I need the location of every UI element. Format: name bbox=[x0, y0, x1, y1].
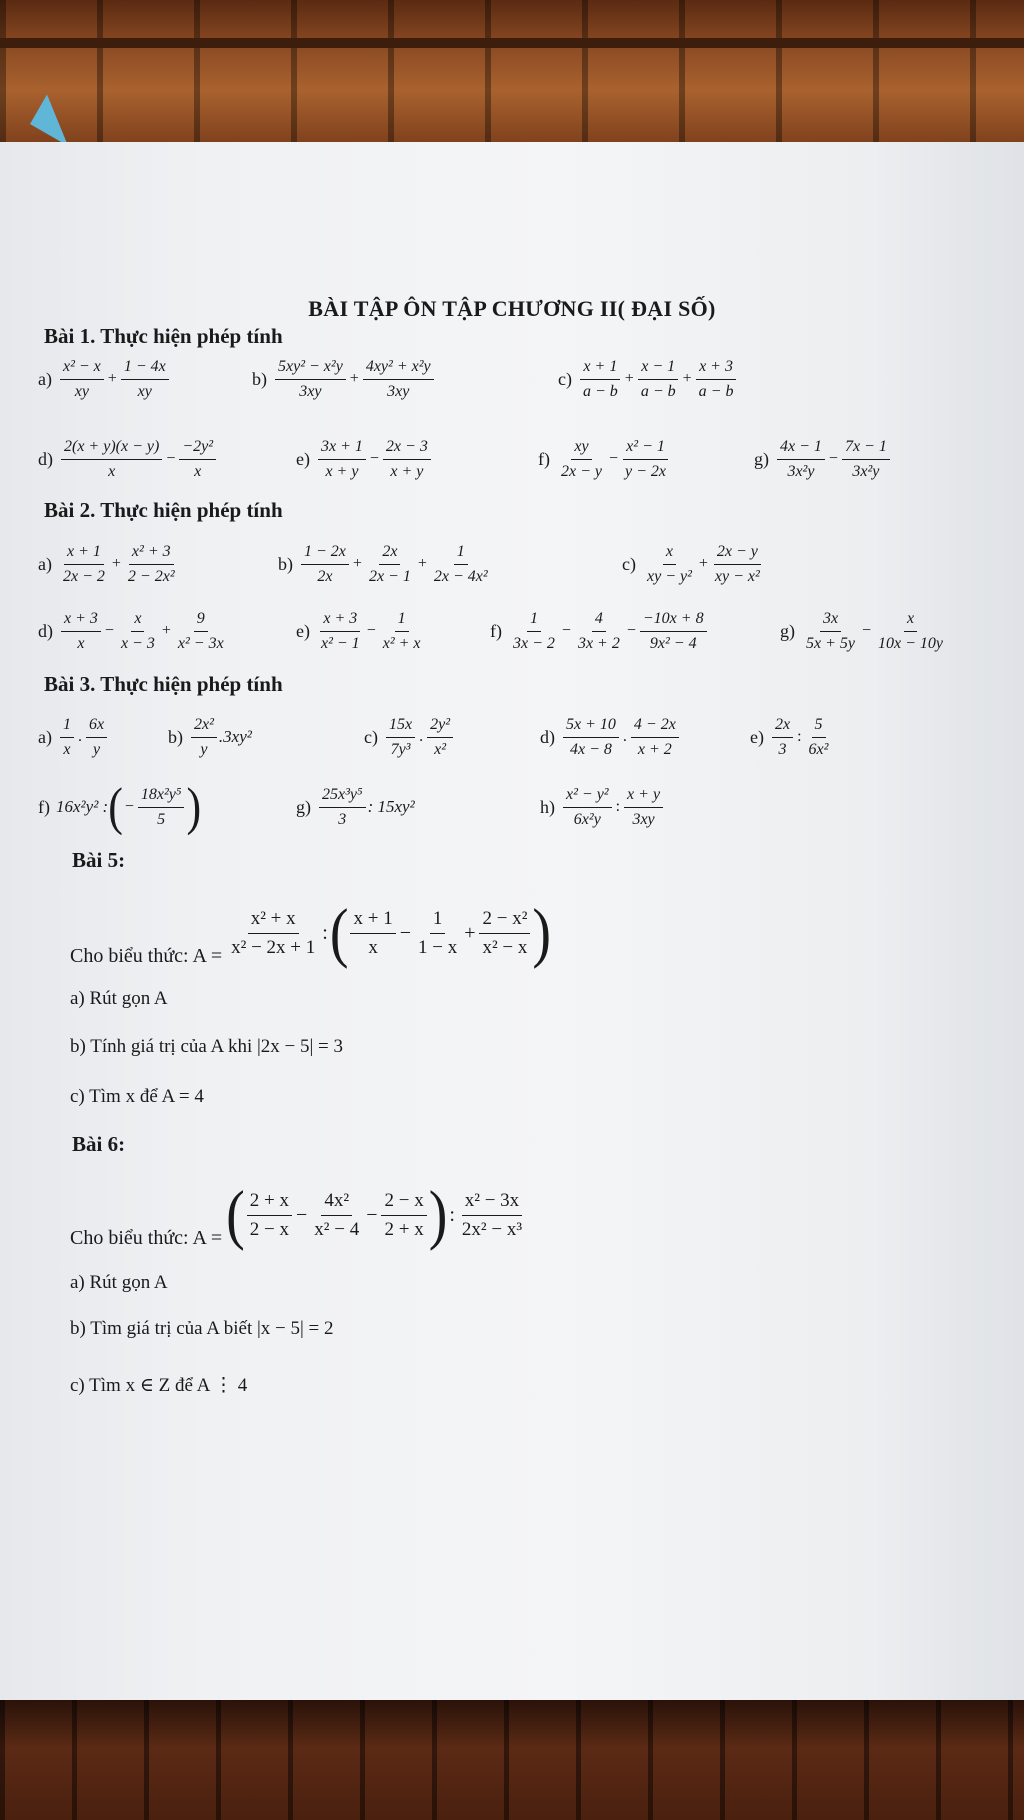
operator: + bbox=[698, 555, 708, 572]
fraction bbox=[638, 357, 679, 402]
label: f) bbox=[538, 448, 550, 469]
operator: − bbox=[296, 1203, 308, 1226]
operator: − bbox=[366, 1203, 378, 1226]
operator: − bbox=[369, 450, 379, 467]
operator: − bbox=[366, 622, 376, 639]
label: g) bbox=[296, 796, 311, 817]
bai5-part-b: b) Tính giá trị của A khi |2x − 5| = 3 bbox=[70, 1036, 344, 1057]
numerator: x + 1 bbox=[64, 542, 104, 565]
denominator: 2x − 1 bbox=[368, 567, 411, 585]
denominator: 6x²y bbox=[573, 810, 601, 828]
bai6-heading: Bài 6: bbox=[72, 1132, 126, 1156]
denominator: 10x − 10y bbox=[878, 634, 944, 652]
fraction bbox=[86, 715, 107, 760]
bai6-part-c: c) Tìm x ∈ Z để A ⋮ 4 bbox=[70, 1375, 248, 1396]
numerator: 5xy² − x²y bbox=[275, 357, 346, 380]
denominator: 2x − 4x² bbox=[433, 567, 488, 585]
denominator: x + y bbox=[325, 462, 359, 480]
numerator: x − 1 bbox=[638, 357, 678, 380]
numerator: 7x − 1 bbox=[842, 437, 890, 460]
fraction bbox=[624, 785, 663, 830]
label: g) bbox=[780, 620, 795, 641]
numerator: 4x − 1 bbox=[777, 437, 825, 460]
fraction bbox=[803, 609, 858, 654]
denominator: 3xy bbox=[632, 810, 655, 828]
bai1-d bbox=[38, 428, 218, 490]
bai3-a bbox=[38, 706, 109, 768]
numerator: 4 bbox=[592, 609, 606, 632]
bai5-expression bbox=[70, 892, 551, 974]
fraction bbox=[318, 437, 366, 482]
bai2-d bbox=[38, 600, 229, 662]
left-paren: ( bbox=[329, 895, 349, 971]
product-term: : 15xy² bbox=[367, 797, 415, 816]
operator: − bbox=[561, 622, 571, 639]
right-paren: ) bbox=[532, 895, 552, 971]
denominator: 4x − 8 bbox=[570, 740, 612, 758]
numerator: 1 bbox=[60, 715, 74, 738]
fraction bbox=[179, 437, 216, 482]
denominator: x bbox=[194, 462, 202, 480]
operator: + bbox=[682, 370, 692, 387]
bai5-part-c: c) Tìm x để A = 4 bbox=[70, 1086, 204, 1107]
denominator: 3xy bbox=[299, 382, 322, 400]
fraction bbox=[459, 1189, 525, 1242]
fraction bbox=[175, 609, 227, 654]
fraction bbox=[696, 357, 737, 402]
fraction bbox=[381, 1189, 426, 1242]
numerator: 2x bbox=[379, 542, 400, 565]
numerator: 2(x + y)(x − y) bbox=[61, 437, 162, 460]
operator: − bbox=[124, 798, 134, 815]
fraction bbox=[363, 357, 434, 402]
numerator: 1 bbox=[454, 542, 468, 565]
bai5-part-a: a) Rút gọn A bbox=[70, 988, 168, 1009]
label: c) bbox=[364, 726, 378, 747]
label: d) bbox=[38, 620, 53, 641]
denominator: 2x − y bbox=[561, 462, 602, 480]
fraction bbox=[772, 715, 793, 760]
fraction bbox=[479, 907, 530, 960]
fraction bbox=[118, 609, 158, 654]
fraction bbox=[558, 437, 605, 482]
bai6-expression bbox=[70, 1174, 527, 1256]
denominator: 5x + 5y bbox=[806, 634, 855, 652]
numerator: 5x + 10 bbox=[563, 715, 619, 738]
bai2-heading: Bài 2. Thực hiện phép tính bbox=[44, 498, 283, 522]
label: c) bbox=[558, 368, 572, 389]
right-paren: ) bbox=[186, 777, 202, 836]
denominator: x² − 3x bbox=[177, 634, 224, 652]
numerator: −2y² bbox=[179, 437, 216, 460]
fraction bbox=[380, 609, 424, 654]
fraction bbox=[777, 437, 825, 482]
operator: : bbox=[615, 798, 621, 815]
operator: . bbox=[622, 728, 627, 745]
denominator: x² − 2x + 1 bbox=[231, 936, 316, 958]
numerator: 1 bbox=[395, 609, 409, 632]
label: b) bbox=[252, 368, 267, 389]
label: b) bbox=[278, 553, 293, 574]
denominator: x − 3 bbox=[120, 634, 155, 652]
denominator: 2 + x bbox=[384, 1218, 424, 1240]
denominator: x + 2 bbox=[637, 740, 672, 758]
bai1-b bbox=[252, 348, 436, 410]
label: e) bbox=[296, 448, 310, 469]
bai2-c bbox=[622, 533, 765, 595]
fraction bbox=[228, 907, 318, 960]
numerator: 2x − 3 bbox=[383, 437, 431, 460]
fraction bbox=[644, 542, 695, 587]
numerator: x + 3 bbox=[61, 609, 101, 632]
fraction bbox=[60, 357, 104, 402]
denominator: x² − 4 bbox=[314, 1218, 360, 1240]
label: c) bbox=[622, 553, 636, 574]
operator: − bbox=[609, 450, 619, 467]
operator: − bbox=[862, 622, 872, 639]
numerator: 2 − x² bbox=[479, 907, 530, 934]
bai6-part-a: a) Rút gọn A bbox=[70, 1272, 168, 1293]
denominator: 2x bbox=[317, 567, 333, 585]
numerator: x bbox=[663, 542, 676, 565]
fraction bbox=[350, 907, 395, 960]
numerator: 5 bbox=[812, 715, 826, 738]
bai3-row1 bbox=[38, 706, 1018, 768]
operator: : bbox=[449, 1203, 455, 1226]
denominator: 9x² − 4 bbox=[649, 634, 697, 652]
numerator: x + 1 bbox=[580, 357, 620, 380]
right-paren: ) bbox=[428, 1177, 448, 1253]
page-title: BÀI TẬP ÔN TẬP CHƯƠNG II( ĐẠI SỐ) bbox=[308, 296, 716, 321]
denominator: 3xy bbox=[387, 382, 410, 400]
bai1-row2 bbox=[38, 428, 1018, 490]
fraction bbox=[842, 437, 890, 482]
label: a) bbox=[38, 726, 52, 747]
numerator: 4x² bbox=[321, 1189, 352, 1216]
denominator: xy − x² bbox=[714, 567, 760, 585]
numerator: 2x² bbox=[191, 715, 217, 738]
denominator: y bbox=[92, 740, 101, 758]
denominator: x² bbox=[434, 740, 446, 758]
numerator: 3x bbox=[820, 609, 841, 632]
denominator: x bbox=[108, 462, 116, 480]
label: g) bbox=[754, 448, 769, 469]
denominator: xy bbox=[137, 382, 152, 400]
label: e) bbox=[296, 620, 310, 641]
operator: − bbox=[626, 622, 636, 639]
bai3-row2 bbox=[38, 776, 1018, 838]
denominator: xy bbox=[74, 382, 89, 400]
label: f) bbox=[490, 620, 502, 641]
operator: − bbox=[828, 450, 838, 467]
fraction bbox=[125, 542, 178, 587]
fraction bbox=[366, 542, 414, 587]
numerator: 18x²y⁵ bbox=[138, 785, 185, 808]
denominator: 7y³ bbox=[390, 740, 411, 758]
operator: + bbox=[111, 555, 121, 572]
numerator: 2 + x bbox=[247, 1189, 292, 1216]
denominator: 3x − 2 bbox=[513, 634, 555, 652]
fraction bbox=[563, 715, 619, 760]
numerator: 2x bbox=[772, 715, 793, 738]
numerator: x² − x bbox=[60, 357, 104, 380]
fraction bbox=[875, 609, 946, 654]
fraction bbox=[622, 437, 669, 482]
denominator: 2 − 2x² bbox=[127, 567, 175, 585]
fraction bbox=[138, 785, 185, 830]
denominator: 3x²y bbox=[787, 462, 815, 480]
bai2-row1 bbox=[38, 533, 1018, 595]
bai1-row1 bbox=[38, 348, 1018, 410]
numerator: 2y² bbox=[427, 715, 453, 738]
bai3-e bbox=[750, 706, 833, 768]
operator: + bbox=[464, 921, 476, 944]
fraction bbox=[386, 715, 415, 760]
label: f) bbox=[38, 796, 50, 817]
left-paren: ( bbox=[108, 777, 123, 836]
operator: . bbox=[77, 728, 82, 745]
fraction bbox=[61, 609, 101, 654]
bai1-heading: Bài 1. Thực hiện phép tính bbox=[44, 324, 283, 348]
numerator: x bbox=[131, 609, 144, 632]
bai3-f bbox=[38, 776, 201, 838]
fraction bbox=[301, 542, 349, 587]
fraction bbox=[319, 785, 366, 830]
numerator: 1 bbox=[527, 609, 541, 632]
denominator: 1 − x bbox=[417, 936, 458, 958]
label: d) bbox=[540, 726, 555, 747]
bai3-d bbox=[540, 706, 681, 768]
numerator: 2x − y bbox=[714, 542, 761, 565]
fraction bbox=[631, 715, 679, 760]
label: a) bbox=[38, 553, 52, 574]
fraction bbox=[712, 542, 763, 587]
bai3-c bbox=[364, 706, 455, 768]
bai3-heading: Bài 3. Thực hiện phép tính bbox=[44, 672, 283, 696]
bai3-b bbox=[168, 706, 252, 768]
operator: + bbox=[349, 370, 359, 387]
bai1-c bbox=[558, 348, 738, 410]
bai2-e bbox=[296, 600, 426, 662]
numerator: 2 − x bbox=[381, 1189, 426, 1216]
bai2-b bbox=[278, 533, 493, 595]
left-paren: ( bbox=[226, 1177, 245, 1253]
numerator: 15x bbox=[386, 715, 415, 738]
operator: + bbox=[107, 370, 117, 387]
label: d) bbox=[38, 448, 53, 469]
bai3-h bbox=[540, 776, 665, 838]
denominator: x bbox=[368, 936, 378, 958]
numerator: xy bbox=[571, 437, 591, 460]
denominator: y − 2x bbox=[625, 462, 667, 480]
numerator: −10x + 8 bbox=[640, 609, 707, 632]
label: b) bbox=[168, 726, 183, 747]
label: a) bbox=[38, 368, 52, 389]
bai2-row2 bbox=[38, 600, 1018, 662]
fraction bbox=[60, 715, 74, 760]
fraction bbox=[247, 1189, 292, 1242]
denominator: 3x + 2 bbox=[577, 634, 620, 652]
fraction bbox=[383, 437, 431, 482]
denominator: x² − x bbox=[482, 936, 528, 958]
denominator: x + y bbox=[390, 462, 424, 480]
denominator: 2 − x bbox=[249, 1218, 289, 1240]
numerator: 6x bbox=[86, 715, 107, 738]
expression-intro: Cho biểu thức: A = bbox=[70, 1227, 223, 1249]
fraction bbox=[121, 357, 169, 402]
numerator: 4 − 2x bbox=[631, 715, 679, 738]
fraction bbox=[640, 609, 707, 654]
operator: : bbox=[797, 728, 802, 745]
numerator: x bbox=[904, 609, 917, 632]
numerator: 1 bbox=[430, 907, 446, 934]
numerator: 25x³y⁵ bbox=[319, 785, 366, 808]
denominator: a − b bbox=[698, 382, 734, 400]
denominator: a − b bbox=[582, 382, 618, 400]
denominator: y bbox=[200, 740, 208, 758]
bai2-f bbox=[490, 600, 709, 662]
denominator: a − b bbox=[640, 382, 676, 400]
fraction bbox=[510, 609, 558, 654]
numerator: 1 − 4x bbox=[121, 357, 169, 380]
wood-table-bottom bbox=[0, 1700, 1024, 1820]
operator: + bbox=[161, 622, 171, 639]
denominator: 2x − 2 bbox=[62, 567, 105, 585]
numerator: x + 1 bbox=[350, 907, 395, 934]
denominator: x² + x bbox=[382, 634, 421, 652]
operator: + bbox=[417, 555, 427, 572]
numerator: 9 bbox=[194, 609, 208, 632]
denominator: x² − 1 bbox=[320, 634, 360, 652]
denominator: xy − y² bbox=[646, 567, 692, 585]
fraction bbox=[61, 437, 162, 482]
numerator: x + 3 bbox=[320, 609, 360, 632]
wood-table-stripe bbox=[0, 38, 1024, 48]
bai2-a bbox=[38, 533, 180, 595]
operator: : bbox=[322, 921, 328, 944]
numerator: x + 3 bbox=[696, 357, 736, 380]
bai3-g bbox=[296, 776, 415, 838]
operator: − bbox=[104, 622, 114, 639]
fraction bbox=[318, 609, 363, 654]
bai1-g bbox=[754, 428, 892, 490]
operator: + bbox=[352, 555, 362, 572]
numerator: x² − 1 bbox=[623, 437, 668, 460]
fraction bbox=[191, 715, 217, 760]
fraction bbox=[431, 542, 491, 587]
fraction bbox=[275, 357, 346, 402]
fraction bbox=[60, 542, 108, 587]
numerator: x² + x bbox=[248, 907, 299, 934]
bai6-part-b: b) Tìm giá trị của A biết |x − 5| = 2 bbox=[70, 1318, 334, 1339]
fraction bbox=[563, 785, 612, 830]
bai1-e bbox=[296, 428, 433, 490]
operator: − bbox=[399, 921, 411, 944]
wood-table-top bbox=[0, 0, 1024, 150]
label: h) bbox=[540, 796, 555, 817]
denominator: 3 bbox=[778, 740, 787, 758]
operator: + bbox=[624, 370, 634, 387]
fraction bbox=[311, 1189, 362, 1242]
numerator: x² − y² bbox=[563, 785, 612, 808]
fraction bbox=[575, 609, 623, 654]
bai2-g bbox=[780, 600, 948, 662]
product-term: 16x²y² : bbox=[56, 797, 109, 816]
product-term: .3xy² bbox=[218, 727, 252, 746]
bai1-f bbox=[538, 428, 671, 490]
denominator: x bbox=[77, 634, 85, 652]
bai1-a bbox=[38, 348, 171, 410]
denominator: x bbox=[63, 740, 71, 758]
bai5-heading: Bài 5: bbox=[72, 848, 126, 872]
denominator: 3x²y bbox=[852, 462, 880, 480]
label: e) bbox=[750, 726, 764, 747]
fraction bbox=[415, 907, 460, 960]
numerator: 1 − 2x bbox=[301, 542, 349, 565]
fraction bbox=[806, 715, 832, 760]
operator: − bbox=[166, 450, 176, 467]
denominator: 3 bbox=[338, 810, 347, 828]
denominator: 6x² bbox=[808, 740, 829, 758]
numerator: x + y bbox=[624, 785, 663, 808]
fraction bbox=[580, 357, 621, 402]
denominator: 5 bbox=[157, 810, 166, 828]
numerator: 4xy² + x²y bbox=[363, 357, 434, 380]
denominator: 2x² − x³ bbox=[461, 1218, 523, 1240]
expression-intro: Cho biểu thức: A = bbox=[70, 945, 223, 967]
numerator: 3x + 1 bbox=[318, 437, 366, 460]
operator: . bbox=[419, 728, 424, 745]
numerator: x² − 3x bbox=[462, 1189, 522, 1216]
fraction bbox=[427, 715, 453, 760]
numerator: x² + 3 bbox=[129, 542, 174, 565]
